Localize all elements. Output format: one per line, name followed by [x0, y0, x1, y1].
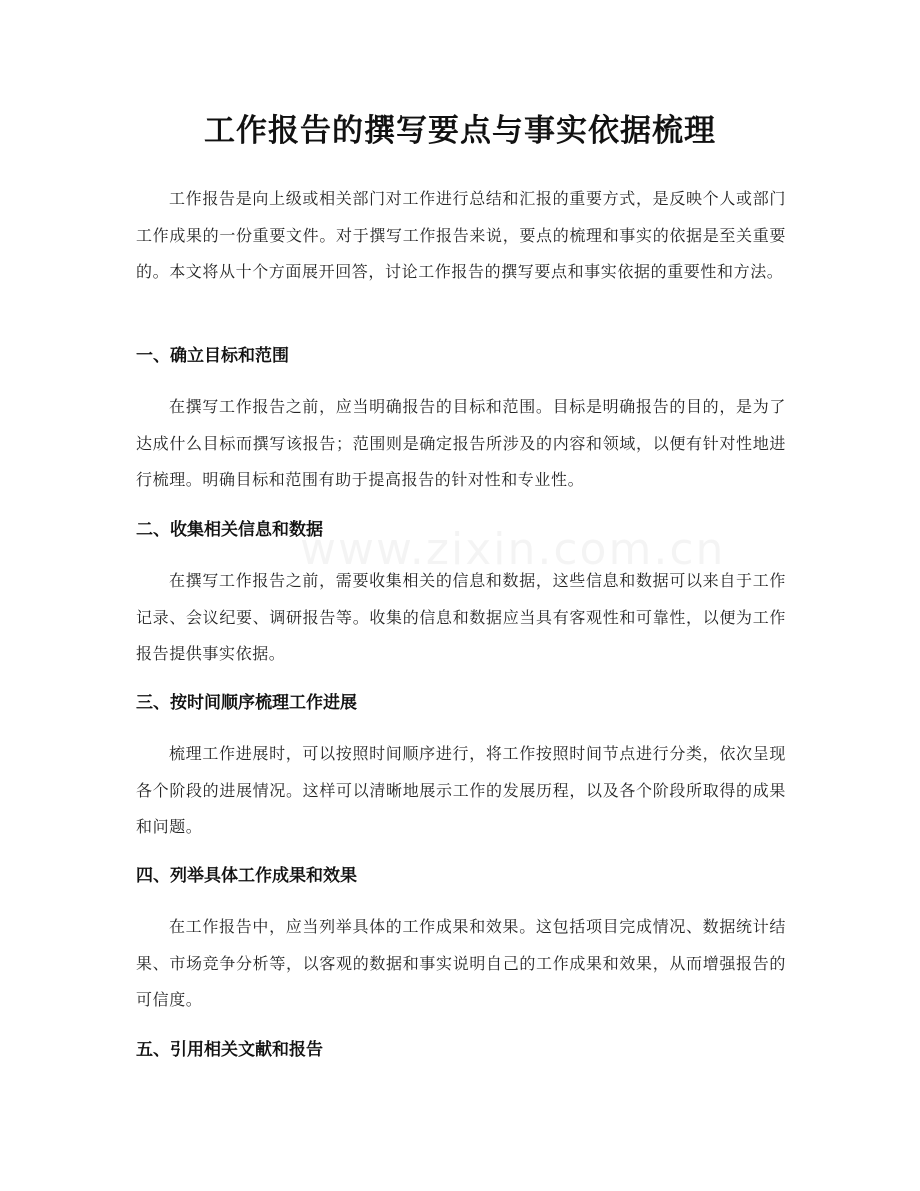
section-body-2: 在撰写工作报告之前，需要收集相关的信息和数据，这些信息和数据可以来自于工作记录、会议纪要、调研报告等。收集的信息和数据应当具有客观性和可靠性，以便为工作报告提供事实依据。	[136, 571, 786, 663]
section-body-4: 在工作报告中，应当列举具体的工作成果和效果。这包括项目完成情况、数据统计结果、市场竞争分析等，以客观的数据和事实说明自己的工作成果和效果，从而增强报告的可信度。	[136, 917, 786, 1009]
section-heading-4: 四、列举具体工作成果和效果	[136, 866, 357, 886]
section-heading-1: 一、确立目标和范围	[136, 346, 289, 366]
section-body-3: 梳理工作进展时，可以按照时间顺序进行，将工作按照时间节点进行分类，依次呈现各个阶段的进展情况。这样可以清晰地展示工作的发展历程，以及各个阶段所取得的成果和问题。	[136, 744, 786, 836]
section-body-1: 在撰写工作报告之前，应当明确报告的目标和范围。目标是明确报告的目的，是为了达成什么目标而撰写该报告；范围则是确定报告所涉及的内容和领域，以便有针对性地进行梳理。明确目标和范围有助于提高报告的针对性和专业性。	[136, 397, 786, 489]
section-heading-3: 三、按时间顺序梳理工作进展	[136, 693, 357, 713]
intro-paragraph: 工作报告是向上级或相关部门对工作进行总结和汇报的重要方式，是反映个人或部门工作成果的一份重要文件。对于撰写工作报告来说，要点的梳理和事实的依据是至关重要的。本文将从十个方面展开回答，讨论工作报告的撰写要点和事实依据的重要性和方法。	[136, 189, 786, 281]
section-heading-5: 五、引用相关文献和报告	[136, 1040, 323, 1060]
section-heading-2: 二、收集相关信息和数据	[136, 520, 323, 540]
page-title: 工作报告的撰写要点与事实依据梳理	[204, 113, 716, 149]
